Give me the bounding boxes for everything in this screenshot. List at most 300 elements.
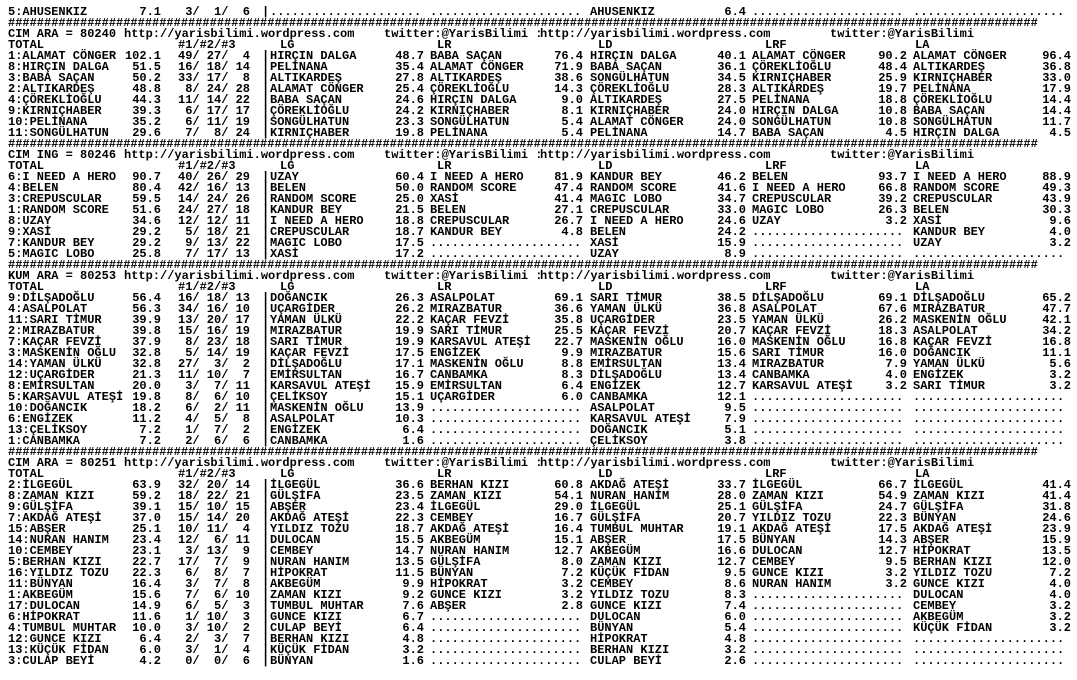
entry-name: 3:CREPUSCULAR (8, 192, 102, 206)
cell-name: KIRNIÇHABER (270, 126, 350, 140)
column-divider: | (262, 49, 270, 63)
cell-value: 22.7 (554, 335, 583, 349)
placings: 2/ 3/ 7 (178, 632, 251, 646)
cell-name: AKDAĞ ATEŞİ (270, 511, 350, 525)
placings: 16/ 18/ 13 (178, 291, 251, 305)
entry-name: 1:CANBAMKA (8, 434, 81, 448)
cell-name: DULOCAN (752, 544, 803, 558)
cell-value: 9.9 (402, 577, 424, 591)
column-divider: | (262, 599, 270, 613)
entry-name: 13:KÜÇÜK FİDAN (8, 643, 109, 657)
cell-value: 7.2 (1049, 566, 1071, 580)
cell-name: BÜNYAN (913, 511, 957, 525)
cell-name: KAÇAR FEVZİ (913, 335, 993, 349)
column-divider: | (262, 544, 270, 558)
entry-name: 15:ABŞER (8, 522, 66, 536)
cell-name: ASALPOLAT (270, 412, 335, 426)
cell-value: 8.9 (724, 247, 746, 261)
column-divider: | (262, 181, 270, 195)
cell-name: İLGEGÜL (590, 500, 641, 514)
cell-name: SONGÜLHATUN (270, 115, 350, 129)
placings: 9/ 13/ 22 (178, 236, 251, 250)
cell-name: KAÇAR FEVZİ (590, 324, 670, 338)
header-placings: #1/#2/#3 (178, 38, 236, 52)
cell-value: 3.2 (1049, 379, 1071, 393)
entry-name: 3:CULAP BEYİ (8, 654, 95, 668)
cell-value: 34.2 (1042, 324, 1071, 338)
cell-value: 47.4 (554, 181, 583, 195)
cell-value: 4.8 (724, 632, 746, 646)
cell-name: DİLŞADOĞLU (752, 291, 825, 305)
entry-name: 4:ASALPOLAT (8, 302, 88, 316)
entry-name: 11:SONGÜLHATUN (8, 126, 109, 140)
cell-name: ALAMAT CÖNGER (590, 115, 684, 129)
cell-name: HIRÇIN DALGA (430, 93, 517, 107)
empty-cell-dots: ..................... (913, 5, 1065, 19)
cell-value: 40.1 (717, 49, 746, 63)
empty-cell-dots: ..................... (913, 423, 1065, 437)
cell-value: 3.2 (1049, 610, 1071, 624)
placings: 24/ 27/ 18 (178, 203, 251, 217)
cell-value: 8.3 (561, 368, 583, 382)
cell-value: 46.2 (717, 170, 746, 184)
cell-name: BÜNYAN (270, 654, 314, 668)
cell-name: ÇELİKSOY (590, 434, 648, 448)
cell-value: 10.8 (878, 115, 907, 129)
cell-value: 9.6 (1049, 214, 1071, 228)
total-score: 16.4 (132, 577, 161, 591)
hash-separator: ############################################################################################################################################### (8, 16, 1038, 30)
empty-cell-dots: ..................... (752, 654, 904, 668)
header-lr: LR (437, 159, 452, 173)
total-score: 39.9 (132, 313, 161, 327)
cell-name: ALAMAT CÖNGER (913, 49, 1007, 63)
placings: 3/ 1/ 6 (178, 5, 251, 19)
total-score: 48.8 (132, 82, 161, 96)
cell-value: 36.8 (1042, 60, 1071, 74)
cell-name: EMİRSULTAN (270, 368, 343, 382)
column-divider: | (262, 313, 270, 327)
cell-name: AKBEGÜM (590, 544, 641, 558)
cell-name: BELEN (270, 181, 307, 195)
cell-value: 27.8 (395, 71, 424, 85)
placings: 6/ 8/ 7 (178, 566, 251, 580)
cell-name: MAGIC LOBO (270, 236, 343, 250)
column-divider: | (262, 170, 270, 184)
cell-name: BERHAN KIZI (590, 643, 670, 657)
placings: 3/ 10/ 2 (178, 621, 251, 635)
cell-value: 49.3 (1042, 181, 1071, 195)
placings: 8/ 24/ 28 (178, 82, 251, 96)
cell-value: 65.2 (1042, 291, 1071, 305)
total-score: 32.8 (132, 346, 161, 360)
column-divider: | (262, 368, 270, 382)
empty-cell-dots: ..................... (913, 434, 1065, 448)
cell-name: ENGİZEK (270, 423, 321, 437)
cell-name: GUNCE KIZI (270, 610, 343, 624)
entry-name: 5:KARSAVUL ATEŞİ (8, 390, 124, 404)
cell-name: İLGEGÜL (752, 478, 803, 492)
entry-name: 16:YILDIZ TOZU (8, 566, 109, 580)
cell-value: 15.1 (395, 390, 424, 404)
cell-value: 3.2 (1049, 368, 1071, 382)
cell-name: ASALPOLAT (913, 324, 978, 338)
cell-name: KAÇAR FEVZİ (752, 324, 832, 338)
header-ld: LD (598, 38, 613, 52)
entry-name: 5:AHUSENKIZ (8, 5, 88, 19)
column-divider: | (262, 566, 270, 580)
cell-name: HİPOKRAT (590, 632, 648, 646)
cell-name: YILDIZ TOZU (590, 588, 670, 602)
cell-value: 67.6 (878, 302, 907, 316)
cell-value: 26.7 (554, 214, 583, 228)
cell-value: 12.7 (717, 379, 746, 393)
total-score: 51.6 (132, 203, 161, 217)
header-la: LA (915, 280, 930, 294)
cell-value: 69.1 (554, 291, 583, 305)
cell-name: AKBEGÜM (430, 533, 481, 547)
column-divider: | (262, 126, 270, 140)
cell-name: NURAN HANIM (590, 489, 670, 503)
placings: 2/ 6/ 6 (178, 434, 251, 448)
cell-value: 8.8 (561, 357, 583, 371)
cell-value: 14.3 (554, 82, 583, 96)
cell-value: 7.9 (724, 412, 746, 426)
total-score: 6.4 (139, 632, 161, 646)
empty-cell-dots: ..................... (430, 632, 582, 646)
cell-value: 16.4 (554, 522, 583, 536)
cell-name: XASİ (913, 214, 942, 228)
cell-value: 27.5 (717, 93, 746, 107)
cell-name: GÜLŞİFA (270, 489, 321, 503)
cell-name: ALTIKARDEŞ (270, 71, 343, 85)
cell-value: 6.0 (561, 390, 583, 404)
column-divider: | (262, 434, 270, 448)
cell-value: 42.1 (1042, 313, 1071, 327)
cell-name: KÜÇÜK FİDAN (270, 643, 350, 657)
twitter-handle: twitter:@YarisBilimi (830, 456, 975, 470)
placings: 1/ 10/ 3 (178, 610, 251, 624)
cell-value: 90.2 (878, 49, 907, 63)
cell-name: SONGÜLHATUN (590, 71, 670, 85)
cell-value: 66.8 (878, 181, 907, 195)
placings: 6/ 2/ 11 (178, 401, 251, 415)
total-score: 11.6 (132, 610, 161, 624)
column-divider: | (262, 533, 270, 547)
empty-cell-dots: ..................... (270, 5, 422, 19)
cell-value: 35.4 (395, 60, 424, 74)
empty-cell-dots: ..................... (752, 5, 904, 19)
column-divider: | (262, 225, 270, 239)
cell-name: PELİNANA (752, 93, 810, 107)
entry-name: 8:EMİRSULTAN (8, 379, 95, 393)
placings: 34/ 16/ 10 (178, 302, 251, 316)
cell-value: 12.1 (717, 390, 746, 404)
cell-value: 1.6 (402, 434, 424, 448)
cell-name: BÜNYAN (590, 621, 634, 635)
placings: 13/ 20/ 17 (178, 313, 251, 327)
empty-cell-dots: ..................... (752, 390, 904, 404)
cell-name: KÜÇÜK FİDAN (590, 566, 670, 580)
total-score: 39.1 (132, 500, 161, 514)
cell-value: 3.2 (402, 643, 424, 657)
cell-value: 5.4 (561, 126, 583, 140)
cell-value: 16.0 (878, 346, 907, 360)
results-document (0, 7, 1077, 667)
cell-value: 10.3 (395, 412, 424, 426)
cell-name: ÇÖREKLİOĞLU (430, 82, 510, 96)
cell-value: 14.7 (395, 544, 424, 558)
site-url: http://yarisbilimi.wordpress.com (124, 148, 355, 162)
cell-name: MASKENİN OĞLU (270, 401, 364, 415)
cell-name: RANDOM SCORE (430, 181, 517, 195)
cell-name: BERHAN KIZI (430, 478, 510, 492)
cell-name: SARI TİMUR (590, 291, 663, 305)
placings: 5/ 14/ 19 (178, 346, 251, 360)
empty-cell-dots: ..................... (430, 621, 582, 635)
total-score: 51.5 (132, 60, 161, 74)
cell-name: CREPUSCULAR (590, 203, 670, 217)
cell-name: TUMBUL MUHTAR (590, 522, 684, 536)
cell-name: BABA SAÇAN (430, 49, 503, 63)
cell-value: 8.6 (724, 577, 746, 591)
cell-name: BELEN (430, 203, 467, 217)
cell-name: AKDAĞ ATEŞİ (590, 478, 670, 492)
section-title: KUM ARA = 80253 (8, 269, 117, 283)
header-placings: #1/#2/#3 (178, 159, 236, 173)
cell-name: ALTIKARDEŞ (913, 60, 986, 74)
cell-value: 6.4 (402, 621, 424, 635)
site-url: http://yarisbilimi.wordpress.com (540, 27, 771, 41)
total-score: 80.4 (132, 181, 161, 195)
cell-value: 11.1 (1042, 346, 1071, 360)
cell-value: 4.8 (561, 225, 583, 239)
column-divider: | (262, 93, 270, 107)
entry-name: 10:PELİNANA (8, 115, 88, 129)
entry-name: 7:AKDAĞ ATEŞİ (8, 511, 102, 525)
column-divider: | (262, 412, 270, 426)
empty-cell-dots: ..................... (752, 643, 904, 657)
column-divider: | (262, 610, 270, 624)
placings: 3/ 13/ 9 (178, 544, 251, 558)
cell-name: HIRÇIN DALGA (590, 49, 677, 63)
header-placings: #1/#2/#3 (178, 280, 236, 294)
cell-name: CULAP BEYİ (590, 654, 663, 668)
cell-value: 24.2 (395, 104, 424, 118)
cell-name: KANDUR BEY (913, 225, 986, 239)
placings: 8/ 6/ 10 (178, 390, 251, 404)
entry-name: 13:ÇELİKSOY (8, 423, 88, 437)
cell-name: CEMBEY (913, 599, 957, 613)
cell-value: 33.7 (717, 478, 746, 492)
empty-cell-dots: ..................... (430, 5, 582, 19)
cell-name: ZAMAN KIZI (270, 588, 343, 602)
cell-name: BÜNYAN (752, 533, 796, 547)
cell-value: 4.0 (885, 368, 907, 382)
cell-name: CEMBEY (590, 577, 634, 591)
table-row (0, 656, 1077, 667)
entry-name: 9:GÜLŞİFA (8, 500, 73, 514)
cell-value: 7.2 (561, 566, 583, 580)
cell-name: ENGİZEK (590, 379, 641, 393)
cell-name: CULAP BEYİ (270, 621, 343, 635)
cell-name: AKBEGÜM (913, 610, 964, 624)
cell-name: CEMBEY (270, 544, 314, 558)
total-score: 23.4 (132, 533, 161, 547)
cell-name: GUNCE KIZI (752, 566, 825, 580)
cell-value: 54.1 (554, 489, 583, 503)
empty-cell-dots: ..................... (430, 434, 582, 448)
cell-value: 24.6 (1042, 511, 1071, 525)
placings: 12/ 6/ 11 (178, 533, 251, 547)
entry-name: 4:BELEN (8, 181, 59, 195)
entry-name: 10:DOĞANCIK (8, 401, 88, 415)
cell-name: PELİNANA (270, 60, 328, 74)
cell-value: 4.0 (1049, 225, 1071, 239)
cell-value: 4.5 (885, 126, 907, 140)
cell-value: 28.0 (717, 489, 746, 503)
header-lr: LR (437, 280, 452, 294)
site-url: http://yarisbilimi.wordpress.com (540, 269, 771, 283)
cell-value: 24.6 (395, 93, 424, 107)
column-divider: | (262, 632, 270, 646)
cell-value: 15.6 (717, 346, 746, 360)
cell-value: 36.1 (717, 60, 746, 74)
empty-cell-dots: ..................... (752, 599, 904, 613)
cell-value: 8.1 (561, 104, 583, 118)
cell-value: 16.6 (717, 544, 746, 558)
column-divider: | (262, 324, 270, 338)
entry-name: 2:ALTIKARDEŞ (8, 82, 95, 96)
cell-value: 43.9 (1042, 192, 1071, 206)
cell-value: 25.1 (717, 500, 746, 514)
entry-name: 11:BÜNYAN (8, 577, 73, 591)
cell-name: DULOCAN (590, 610, 641, 624)
cell-name: CREPUSCULAR (430, 214, 510, 228)
empty-cell-dots: ..................... (752, 621, 904, 635)
header-la: LA (915, 159, 930, 173)
cell-value: 3.2 (1049, 599, 1071, 613)
cell-value: 12.0 (1042, 555, 1071, 569)
cell-name: KAÇAR FEVZİ (430, 313, 510, 327)
placings: 33/ 17/ 8 (178, 71, 251, 85)
cell-name: CREPUSCULAR (270, 225, 350, 239)
site-url: http://yarisbilimi.wordpress.com (124, 456, 355, 470)
header-total: TOTAL (8, 280, 45, 294)
cell-value: 36.6 (554, 302, 583, 316)
entry-name: 14:NURAN HANIM (8, 533, 109, 547)
cell-name: CANBAMKA (590, 390, 648, 404)
entry-name: 5:BERHAN KIZI (8, 555, 102, 569)
cell-name: KIRNIÇHABER (752, 71, 832, 85)
cell-name: ALAMAT CÖNGER (270, 82, 364, 96)
cell-name: UZAY (752, 214, 781, 228)
cell-value: 17.2 (395, 247, 424, 261)
empty-cell-dots: ..................... (752, 423, 904, 437)
cell-value: 28.3 (717, 82, 746, 96)
cell-name: UZAY (913, 236, 942, 250)
empty-cell-dots: ..................... (913, 412, 1065, 426)
cell-name: CANBAMKA (752, 368, 810, 382)
cell-name: İLGEGÜL (913, 478, 964, 492)
twitter-handle: twitter:@YarisBilimi (830, 27, 975, 41)
total-score: 37.9 (132, 335, 161, 349)
cell-name: KARSAVUL ATEŞİ (270, 379, 371, 393)
cell-value: 8.3 (724, 588, 746, 602)
header-la: LA (915, 467, 930, 481)
cell-name: ASALPOLAT (430, 291, 495, 305)
cell-value: 14.4 (1042, 93, 1071, 107)
placings: 3/ 7/ 11 (178, 379, 251, 393)
cell-value: 13.9 (395, 401, 424, 415)
cell-name: İLGEGÜL (270, 478, 321, 492)
cell-value: 12.7 (878, 544, 907, 558)
cell-name: YAMAN ÜLKÜ (590, 302, 663, 316)
total-score: 29.2 (132, 225, 161, 239)
cell-value: 3.2 (885, 577, 907, 591)
cell-name: RANDOM SCORE (270, 192, 357, 206)
entry-name: 1:RANDOM SCORE (8, 203, 109, 217)
cell-name: ALTIKARDEŞ (590, 93, 663, 107)
entry-name: 17:DULOCAN (8, 599, 81, 613)
cell-name: ÇÖREKLİOĞLU (913, 93, 993, 107)
column-divider: | (262, 500, 270, 514)
entry-name: 8:ZAMAN KIZI (8, 489, 95, 503)
entry-name: 9:KIRNIÇHABER (8, 104, 102, 118)
empty-cell-dots: ..................... (752, 588, 904, 602)
total-score: 23.1 (132, 544, 161, 558)
cell-name: MIRAZBATUR (752, 357, 825, 371)
cell-name: I NEED A HERO (913, 170, 1007, 184)
column-divider: | (262, 71, 270, 85)
total-score: 22.3 (132, 566, 161, 580)
cell-value: 15.9 (395, 379, 424, 393)
total-score: 25.1 (132, 522, 161, 536)
cell-value: 31.8 (1042, 500, 1071, 514)
cell-value: 24.6 (717, 214, 746, 228)
cell-value: 36.8 (717, 302, 746, 316)
cell-name: SONGÜLHATUN (913, 115, 993, 129)
cell-value: 41.4 (1042, 478, 1071, 492)
placings: 6/ 17/ 17 (178, 104, 251, 118)
column-divider: | (262, 357, 270, 371)
column-divider: | (262, 346, 270, 360)
empty-cell-dots: ..................... (430, 401, 582, 415)
cell-name: BELEN (590, 225, 627, 239)
cell-value: 33.0 (1042, 71, 1071, 85)
cell-value: 88.9 (1042, 170, 1071, 184)
empty-cell-dots: ..................... (752, 610, 904, 624)
cell-value: 39.2 (878, 192, 907, 206)
cell-name: PELİNANA (430, 126, 488, 140)
column-divider: | (262, 192, 270, 206)
cell-value: 41.4 (554, 192, 583, 206)
cell-value: 13.5 (395, 555, 424, 569)
cell-value: 3.8 (724, 434, 746, 448)
cell-name: DULOCAN (270, 533, 321, 547)
section-title: CIM ING = 80246 (8, 148, 117, 162)
column-divider: | (262, 654, 270, 668)
cell-name: SARI TİMUR (913, 379, 986, 393)
cell-value: 14.3 (878, 533, 907, 547)
cell-name: KANDUR BEY (270, 203, 343, 217)
cell-name: YILDIZ TOZU (752, 511, 832, 525)
total-score: 44.3 (132, 93, 161, 107)
cell-value: 5.6 (1049, 357, 1071, 371)
cell-value: 26.3 (395, 291, 424, 305)
entry-name: 3:BABA SAÇAN (8, 71, 95, 85)
cell-value: 3.2 (1049, 621, 1071, 635)
